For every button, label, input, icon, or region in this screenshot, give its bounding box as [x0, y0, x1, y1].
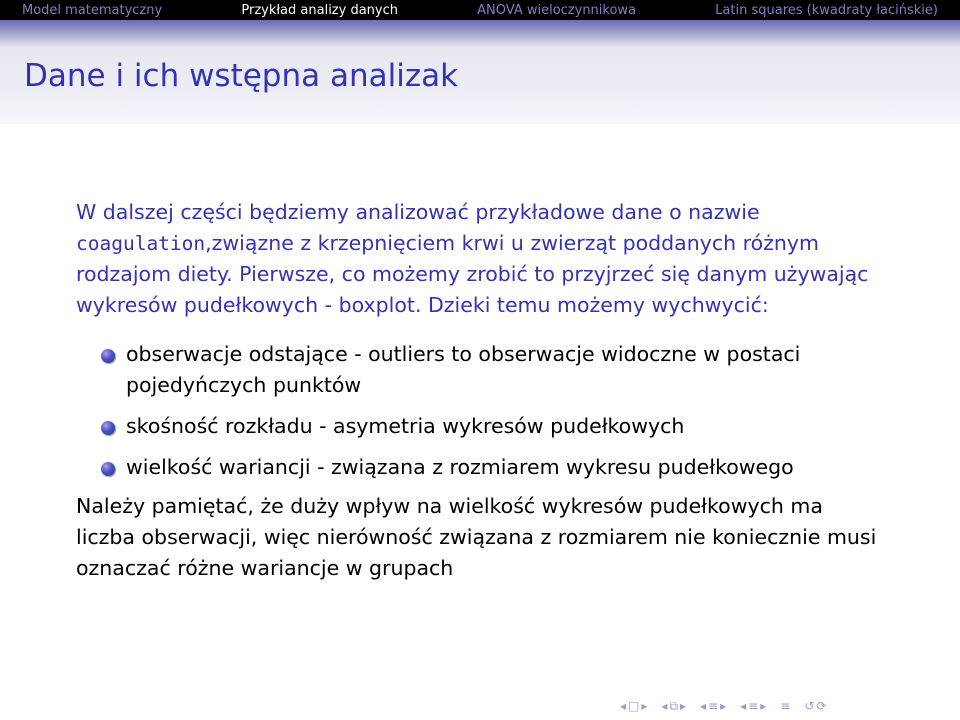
ball-bullet-icon — [101, 349, 115, 363]
document-icon[interactable]: ≡ — [780, 699, 791, 713]
slide-title: Dane i ich wstępna analizak — [24, 58, 459, 94]
next-section-arrow-icon[interactable]: ▸ — [760, 699, 767, 713]
frame-icon[interactable]: □ — [628, 699, 640, 713]
section-icon[interactable]: ≡ — [748, 699, 759, 713]
list-item — [76, 452, 886, 483]
ball-bullet-icon — [101, 421, 115, 435]
intro-paragraph — [76, 197, 886, 321]
bullet-text-variance: wielkość wariancji - związana z rozmiarem wykresu pudełkowego — [126, 455, 794, 479]
title-bar — [0, 20, 960, 124]
nav-item-latin-squares[interactable]: Latin squares (kwadraty łacińskie) — [715, 2, 938, 18]
slide-content — [76, 197, 886, 584]
slide-icon[interactable]: ⧉ — [669, 698, 679, 713]
intro-text-end: ,związne z krzepnięciem krwi u zwierząt poddanych różnym rodzajom diety. Pierwsze, co możemy zrobić to przyjrzeć się danym używając wykresów pudełkowych - boxplot. Dzieki temu możemy wychwycić: — [76, 231, 869, 317]
closing-paragraph: Należy pamiętać, że duży wpływ na wielkość wykresów pudełkowych ma liczba obserwacji, więc nierówność związana z rozmiarem nie koniecznie musi oznaczać różne wariancje w grupach — [76, 494, 877, 580]
nav-item-model[interactable]: Model matematyczny — [22, 2, 163, 18]
next-slide-arrow-icon[interactable]: ▸ — [680, 699, 687, 713]
prev-section-arrow-icon[interactable]: ◂ — [740, 699, 747, 713]
beamer-navigation-symbols — [620, 697, 828, 715]
nav-item-anova[interactable]: ANOVA wieloczynnikowa — [477, 2, 637, 18]
nav-item-przyklad[interactable]: Przykład analizy danych — [241, 2, 398, 18]
back-icon[interactable]: ↺ — [804, 699, 815, 713]
ball-bullet-icon — [101, 462, 115, 476]
top-navigation-bar — [0, 0, 960, 20]
subsection-icon[interactable]: ≡ — [708, 699, 719, 713]
bullet-text-skewness: skośność rozkładu - asymetria wykresów pudełkowych — [126, 414, 685, 438]
list-item — [76, 411, 886, 442]
intro-text-start: W dalszej części będziemy analizować przykładowe dane o nazwie — [76, 200, 760, 224]
search-icon[interactable]: ⟳ — [816, 699, 827, 713]
bullet-text-outliers: obserwacje odstające - outliers to obserwacje widoczne w postaci pojedyńczych punktów — [126, 342, 801, 397]
prev-subsection-arrow-icon[interactable]: ◂ — [700, 699, 707, 713]
next-frame-arrow-icon[interactable]: ▸ — [641, 699, 648, 713]
prev-frame-arrow-icon[interactable]: ◂ — [620, 699, 627, 713]
prev-slide-arrow-icon[interactable]: ◂ — [661, 699, 668, 713]
bullet-list — [76, 339, 886, 483]
next-subsection-arrow-icon[interactable]: ▸ — [720, 699, 727, 713]
dataset-name-code: coagulation — [76, 232, 206, 255]
list-item — [76, 339, 886, 401]
